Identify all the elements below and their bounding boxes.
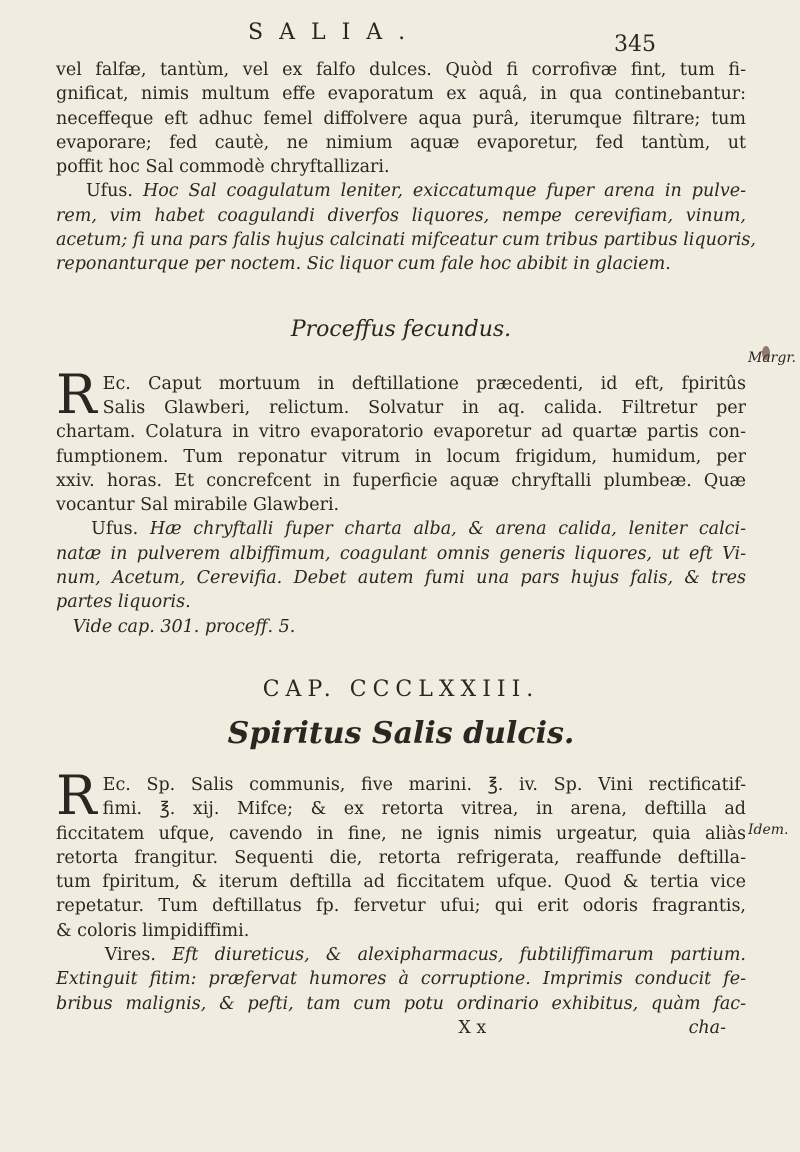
chapter-heading: CAP. CCCLXXIII. xyxy=(262,676,540,702)
text-line: chartam. Colatura in vitro evaporatorio evaporetur ad quartæ partis con- xyxy=(56,422,746,443)
text-line: Ufus. Hoc Sal coagulatum leniter, exiccatumque fuper arena in pulve- xyxy=(85,181,746,202)
text-line: fimi. ℥. xij. Mifce; & ex retorta vitrea, in arena, deftilla ad xyxy=(102,799,746,820)
running-title: SALIA. xyxy=(248,20,422,45)
text-line: Vires. Eft diureticus, & alexipharmacus, fubtiliffimarum partium. xyxy=(104,945,746,966)
text-line: num, Acetum, Cerevifia. Debet autem fumi una pars hujus falis, & tres xyxy=(56,568,746,589)
text-line: & coloris limpidiffimi. xyxy=(56,920,250,941)
text-line: Salis Glawberi, relictum. Solvatur in aq. calida. Filtretur per xyxy=(102,397,746,418)
text-line: rem, vim habet coagulandi diverfos liquores, nempe cerevifiam, vinum, xyxy=(56,205,746,226)
cross-reference: Vide cap. 301. proceff. 5. xyxy=(72,616,296,637)
usus-label: Ufus. xyxy=(85,181,143,202)
drop-cap: R xyxy=(56,763,97,827)
text-line: ficcitatem ufque, cavendo in fine, ne ignis nimis urgeatur, quia aliàs xyxy=(56,823,746,844)
text-line: neceffeque eft adhuc femel diffolvere aqua purâ, iterumque filtrare; tum xyxy=(56,108,746,129)
text-line: partes liquoris. xyxy=(56,592,191,613)
catchword: cha- xyxy=(688,1017,726,1038)
text-line: reponanturque per noctem. Sic liquor cum fale hoc abibit in glaciem. xyxy=(56,254,671,275)
drop-cap: R xyxy=(56,362,97,426)
text-line: gnificat, nimis multum effe evaporatum ex aquâ, in qua continebantur: xyxy=(56,84,746,105)
margin-note: Margr. xyxy=(748,350,796,366)
text-line: Ufus. Hæ chryftalli fuper charta alba, & arena calida, leniter calci- xyxy=(91,519,746,540)
text-line: retorta frangitur. Sequenti die, retorta refrigerata, reaffunde deftilla- xyxy=(56,847,746,868)
usus-label: Ufus. xyxy=(91,519,150,540)
page-body xyxy=(56,58,756,1038)
text-line: natæ in pulverem albiffimum, coagulant omnis generis liquores, ut eft Vi- xyxy=(56,543,746,564)
page-number: 345 xyxy=(614,32,656,57)
paragraph-usus-1 xyxy=(56,179,756,276)
text-line: acetum; fi una pars falis hujus calcinati mifceatur cum tribus partibus liquoris, xyxy=(56,230,756,251)
margin-note: Idem. xyxy=(748,822,789,838)
paragraph-salt-evaporation xyxy=(56,58,746,179)
signature-mark: X x xyxy=(458,1017,487,1038)
text-line: fumptionem. Tum reponatur vitrum in locum frigidum, humidum, per xyxy=(56,446,746,467)
text-line: Extinguit fitim: præfervat humores à corruptione. Imprimis conducit fe- xyxy=(56,969,746,990)
text-line: vel falfæ, tantùm, vel ex falfo dulces. Quòd fi corrofivæ fint, tum fi- xyxy=(56,60,746,80)
vires-label: Vires. xyxy=(104,945,173,966)
section-title: Proceffus fecundus. xyxy=(290,316,512,342)
chapter-subtitle: Spiritus Salis dulcis. xyxy=(227,715,575,751)
paragraph-caput-mortuum xyxy=(56,362,746,518)
page-footer xyxy=(56,1018,746,1038)
text-line: evaporare; fed cautè, ne nimium aquæ evaporetur, fed tantùm, ut xyxy=(56,132,746,153)
text-line: xxiv. horas. Et concrefcent in fuperficie aquæ chryftalli plumbeæ. Quæ xyxy=(56,470,746,491)
text-line: bribus malignis, & pefti, tam cum potu ordinario exhibitus, quàm fac- xyxy=(56,993,746,1014)
running-head xyxy=(0,20,800,57)
text-line: Ec. Sp. Salis communis, five marini. ℥. iv. Sp. Vini rectificatif- xyxy=(102,774,746,795)
text-line: repetatur. Tum deftillatus fp. fervetur ufui; qui erit odoris fragrantis, xyxy=(56,896,746,917)
text-line: vocantur Sal mirabile Glawberi. xyxy=(56,495,340,516)
text-line: Ec. Caput mortuum in deftillatione præcedenti, id eft, fpiritûs xyxy=(102,373,746,394)
paragraph-vires xyxy=(56,943,746,1016)
paragraph-usus-2 xyxy=(56,517,746,638)
paragraph-spiritus-recipe xyxy=(56,763,746,943)
text-line: tum fpiritum, & iterum deftilla ad ficcitatem ufque. Quod & tertia vice xyxy=(56,872,746,893)
text-line: poffit hoc Sal commodè chryftallizari. xyxy=(56,157,390,178)
